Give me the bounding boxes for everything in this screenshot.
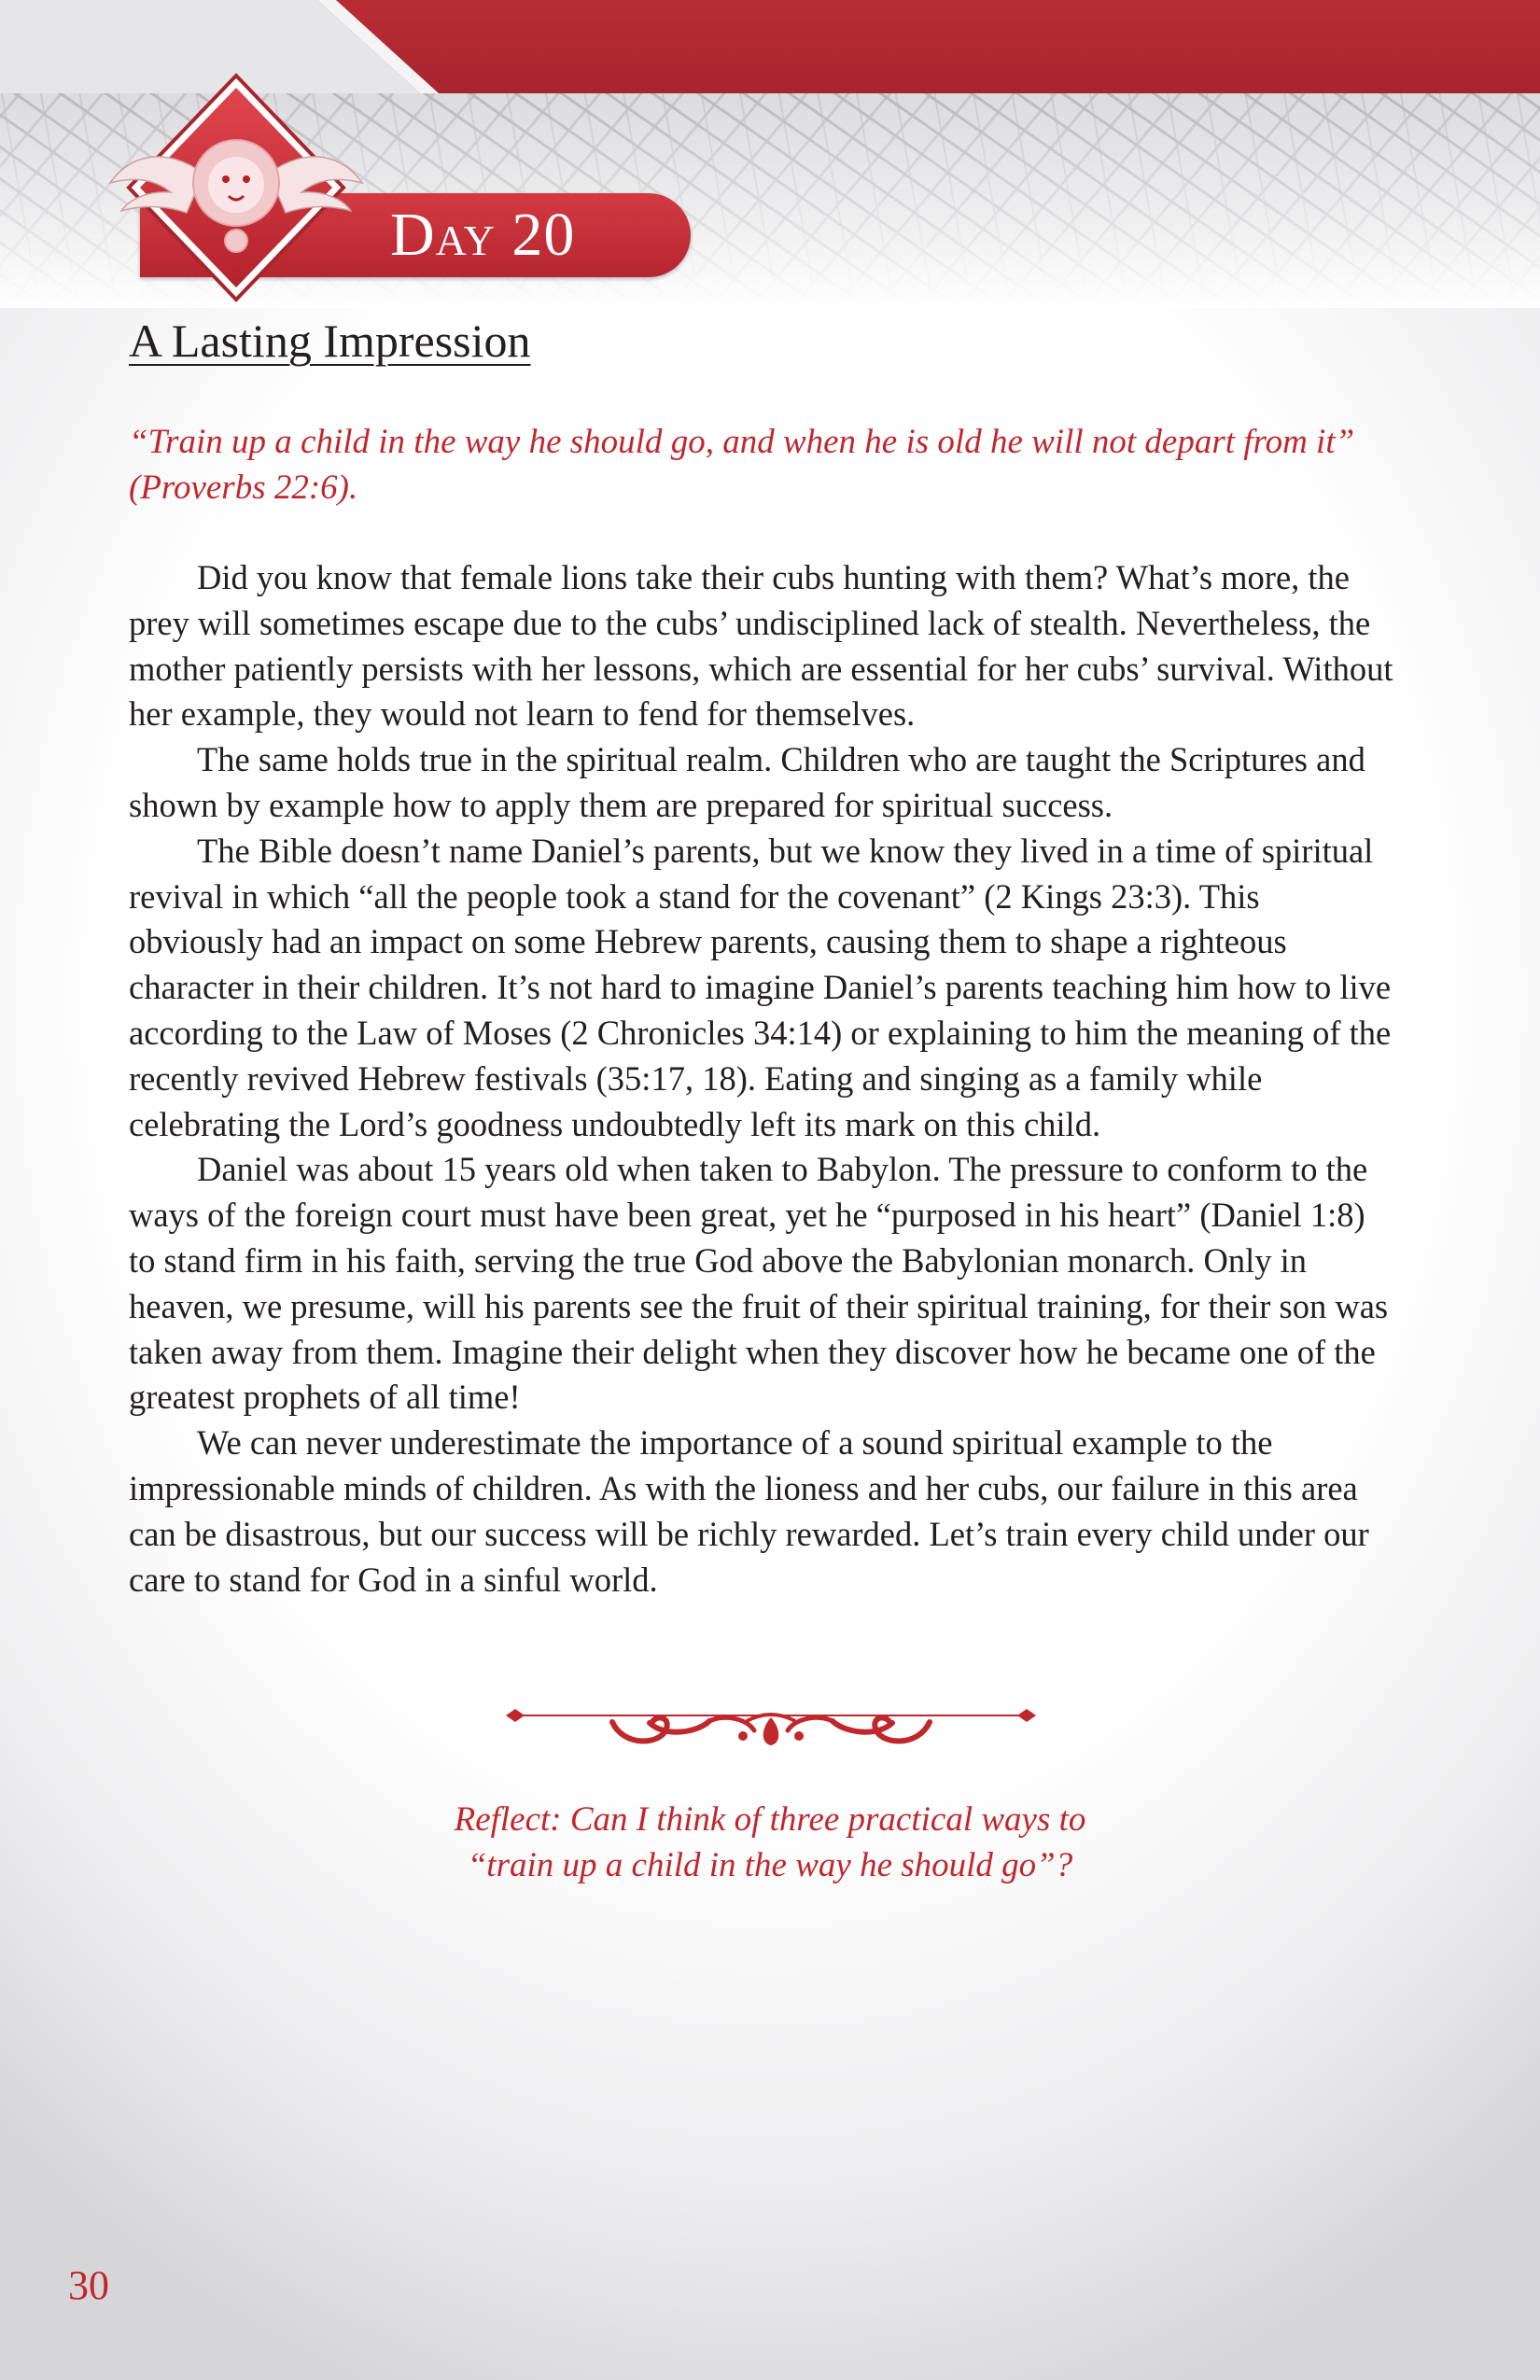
body-paragraph: The Bible doesn’t name Daniel’s parents, but we know they lived in a time of spiritual revival in which “all the people took a stand for the covenant” (2 Kings 23:3). This obviously had an impact on some Hebrew parents, causing them to shape a righteous character in their children. It’s not hard to imagine Daniel’s parents teaching him how to live according to the Law of Moses (2 Chronicles 34:14) or explaining to him the meaning of the recently revived Hebrew festivals (35:17, 18). Eating and singing as a family while celebrating the Lord’s goodness undoubtedly left its mark on this child. <box>129 831 1392 1143</box>
ornamental-divider-icon <box>502 1680 1040 1755</box>
article-body <box>129 555 1400 1603</box>
body-paragraph: Did you know that female lions take their cubs hunting with them? What’s more, the prey will sometimes escape due to the cubs’ undisciplined lack of stealth. Nevertheless, the mother patiently persists with her lessons, which are essential for her cubs’ survival. Without her example, they would not learn to fend for themselves. <box>129 558 1393 734</box>
scripture-verse: “Train up a child in the way he should go, and when he is old he will not depart from it” (Proverbs 22:6). <box>129 423 1355 507</box>
article-title: A Lasting Impression <box>129 315 531 367</box>
body-paragraph: Daniel was about 15 years old when taken to Babylon. The pressure to conform to the ways of the foreign court must have been great, yet he “purposed in his heart” (Daniel 1:8) to stand firm in his faith, serving the true God above the Babylonian monarch. Only in heaven, we presume, will his parents see the fruit of their spiritual training, for their son was taken away from them. Imagine their delight when they discover how he became one of the greatest prophets of all time! <box>129 1150 1389 1417</box>
day-label: Day 20 <box>390 201 576 269</box>
body-paragraph: We can never underestimate the importance of a sound spiritual example to the impressionable minds of children. As with the lioness and her cubs, our failure in this area can be disastrous, but our success will be richly rewarded. Let’s train every child under our care to stand for God in a sinful world. <box>129 1423 1369 1599</box>
reflect-prompt <box>303 1797 1237 1888</box>
reflect-line-1: Reflect: Can I think of three practical ways to <box>454 1800 1086 1839</box>
body-paragraph: The same holds true in the spiritual realm. Children who are taught the Scriptures and shown by example how to apply them are prepared for spiritual success. <box>129 740 1365 824</box>
page-number: 30 <box>68 2262 109 2308</box>
winged-lion-emblem-icon <box>101 71 371 304</box>
reflect-line-2: “train up a child in the way he should go”? <box>467 1846 1073 1884</box>
